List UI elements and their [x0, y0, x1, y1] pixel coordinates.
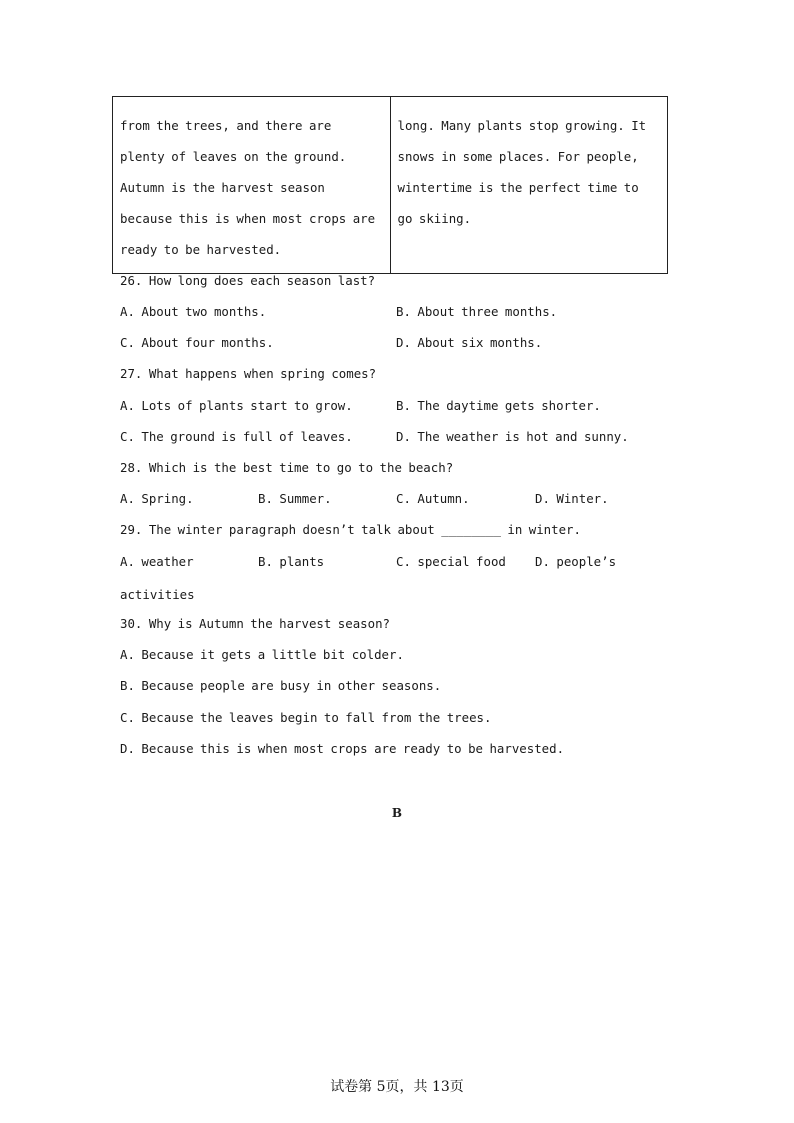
question-30-stem: 30. Why is Autumn the harvest season? [120, 616, 391, 631]
page-footer: 试卷第 5页，共 13页 [330, 1079, 464, 1095]
question-28-option-d: D. Winter. [535, 491, 609, 506]
question-26-option-b: B. About three months. [396, 304, 558, 319]
question-26-option-d: D. About six months. [396, 335, 543, 350]
question-28-option-a: A. Spring. [120, 491, 194, 506]
passage-cell-autumn: from the trees, and there are plenty of leaves on the ground. Autumn is the harvest season because this is when most crops are ready to be harvested. [113, 97, 391, 274]
question-29-option-a: A. weather [120, 554, 194, 569]
question-26-option-a: A. About two months. [120, 304, 267, 319]
question-26-stem: 26. How long does each season last? [120, 273, 376, 288]
question-27-option-c: C. The ground is full of leaves. [120, 429, 353, 444]
section-label: B [391, 806, 403, 820]
question-27-option-b: B. The daytime gets shorter. [396, 398, 601, 413]
question-28-option-c: C. Autumn. [396, 491, 470, 506]
passage-cell-winter: long. Many plants stop growing. It snows in some places. For people, wintertime is the perfect time to go skiing. [390, 97, 668, 274]
question-28-option-b: B. Summer. [258, 491, 332, 506]
question-27-option-a: A. Lots of plants start to grow. [120, 398, 353, 413]
question-29-option-d: D. people’s [535, 554, 617, 569]
question-29-stem: 29. The winter paragraph doesn’t talk about ________ in winter. [120, 522, 581, 537]
question-28-stem: 28. Which is the best time to go to the beach? [120, 460, 454, 475]
question-30-option-a: A. Because it gets a little bit colder. [120, 647, 404, 662]
question-27-stem: 27. What happens when spring comes? [120, 366, 377, 381]
question-29-option-b: B. plants [258, 554, 325, 569]
question-26-option-c: C. About four months. [120, 335, 274, 350]
question-27-option-d: D. The weather is hot and sunny. [396, 429, 629, 444]
question-29-option-c: C. special food [396, 554, 506, 569]
question-30-option-b: B. Because people are busy in other seasons. [120, 678, 442, 693]
question-30-option-c: C. Because the leaves begin to fall from the trees. [120, 710, 492, 725]
passage-row [113, 97, 668, 274]
question-29-option-d-continued: activities [120, 587, 195, 602]
passage-table [112, 96, 668, 274]
question-30-option-d: D. Because this is when most crops are ready to be harvested. [120, 741, 565, 756]
